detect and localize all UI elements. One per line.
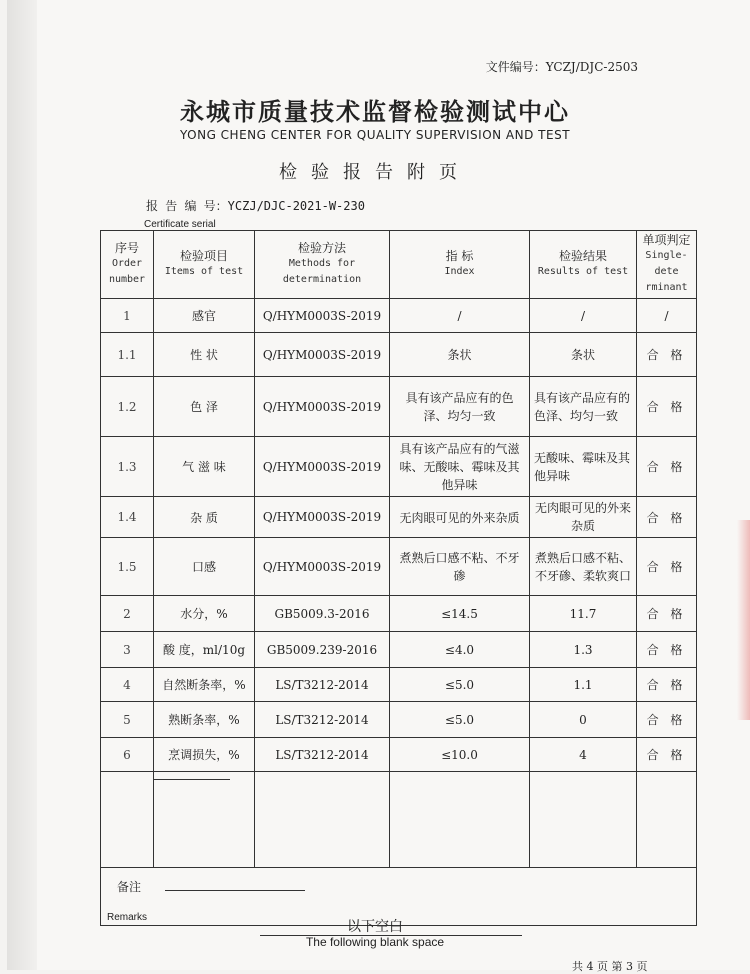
row-index: 具有该产品应有的气滋味、无酸味、霉味及其他异味	[390, 437, 530, 497]
row-verdict: 合 格	[637, 596, 697, 632]
row-index: ≤5.0	[390, 668, 530, 702]
table-row	[101, 333, 697, 377]
row-method: Q/HYM0003S-2019	[255, 377, 390, 437]
table-row	[101, 596, 697, 632]
row-result: 1.3	[530, 632, 637, 668]
empty-seq-cell	[101, 772, 154, 868]
remarks-line	[165, 890, 305, 891]
row-verdict: 合 格	[637, 377, 697, 437]
row-method: LS/T3212-2014	[255, 702, 390, 738]
row-result: 11.7	[530, 596, 637, 632]
row-seq: 3	[101, 632, 154, 668]
header-index: 指 标 Index	[390, 231, 530, 299]
row-result: 条状	[530, 333, 637, 377]
row-verdict: 合 格	[637, 333, 697, 377]
row-method: Q/HYM0003S-2019	[255, 299, 390, 333]
row-index: ≤10.0	[390, 738, 530, 772]
row-verdict: 合 格	[637, 738, 697, 772]
row-result: 无酸味、霉味及其他异味	[530, 437, 637, 497]
row-result: /	[530, 299, 637, 333]
organization-name-en: YONG CHENG CENTER FOR QUALITY SUPERVISION AND TEST	[179, 128, 571, 142]
row-index: ≤5.0	[390, 702, 530, 738]
header-seq: 序号 Order number	[101, 231, 154, 299]
row-verdict: 合 格	[637, 437, 697, 497]
dashed-line	[154, 778, 231, 780]
row-index: 煮熟后口感不粘、不牙碜	[390, 538, 530, 596]
header-verdict: 单项判定 Single-dete rminant	[637, 231, 697, 299]
row-method: Q/HYM0003S-2019	[255, 333, 390, 377]
row-index: 无肉眼可见的外来杂质	[390, 497, 530, 538]
row-method: Q/HYM0003S-2019	[255, 538, 390, 596]
table-row	[101, 497, 697, 538]
table-row	[101, 538, 697, 596]
table-row	[101, 738, 697, 772]
table-row	[101, 702, 697, 738]
row-method: LS/T3212-2014	[255, 668, 390, 702]
certificate-serial-label: Certificate serial	[144, 219, 216, 230]
row-result: 0	[530, 702, 637, 738]
row-index: /	[390, 299, 530, 333]
row-seq: 6	[101, 738, 154, 772]
row-index: 具有该产品应有的色泽、均匀一致	[390, 377, 530, 437]
row-item: 烹调损失，%	[154, 738, 255, 772]
table-row	[101, 299, 697, 333]
row-item: 自然断条率，%	[154, 668, 255, 702]
row-item: 色 泽	[154, 377, 255, 437]
row-item: 水分，%	[154, 596, 255, 632]
row-item: 气 滋 味	[154, 437, 255, 497]
row-seq: 4	[101, 668, 154, 702]
row-item: 感官	[154, 299, 255, 333]
blank-space-label: 以下空白	[347, 919, 403, 935]
row-item: 口感	[154, 538, 255, 596]
row-method: LS/T3212-2014	[255, 738, 390, 772]
remarks-label: 备注	[117, 880, 142, 894]
empty-row	[101, 772, 697, 868]
empty-index-cell	[390, 772, 530, 868]
row-seq: 1	[101, 299, 154, 333]
empty-result-cell	[530, 772, 637, 868]
row-method: GB5009.3-2016	[255, 596, 390, 632]
row-seq: 1.2	[101, 377, 154, 437]
row-method: Q/HYM0003S-2019	[255, 437, 390, 497]
file-number: 文件编号：YCZJ/DJC-2503	[485, 60, 638, 74]
seal-edge	[737, 520, 750, 720]
page-title: 检验报告附页	[279, 162, 471, 183]
row-result: 煮熟后口感不粘、不牙碜、柔软爽口	[530, 538, 637, 596]
row-seq: 5	[101, 702, 154, 738]
table-row	[101, 377, 697, 437]
test-results-table	[100, 230, 697, 926]
remarks-label-en: Remarks	[107, 912, 148, 923]
row-seq: 1.5	[101, 538, 154, 596]
row-item: 性 状	[154, 333, 255, 377]
row-result: 4	[530, 738, 637, 772]
row-index: ≤14.5	[390, 596, 530, 632]
row-method: GB5009.239-2016	[255, 632, 390, 668]
header-method: 检验方法 Methods for determination	[255, 231, 390, 299]
row-item: 杂 质	[154, 497, 255, 538]
page-indicator: 共 4 页 第 3 页	[572, 960, 648, 973]
row-seq: 1.4	[101, 497, 154, 538]
table-row	[101, 632, 697, 668]
header-result: 检验结果 Results of test	[530, 231, 637, 299]
row-verdict: 合 格	[637, 538, 697, 596]
row-result: 1.1	[530, 668, 637, 702]
row-item: 酸 度，ml/10g	[154, 632, 255, 668]
row-result: 无肉眼可见的外来杂质	[530, 497, 637, 538]
row-seq: 2	[101, 596, 154, 632]
table-row	[101, 668, 697, 702]
row-index: ≤4.0	[390, 632, 530, 668]
row-item: 熟断条率，%	[154, 702, 255, 738]
row-result: 具有该产品应有的色泽、均匀一致	[530, 377, 637, 437]
row-verdict: 合 格	[637, 497, 697, 538]
row-verdict: 合 格	[637, 632, 697, 668]
empty-item-cell	[154, 772, 255, 868]
header-item: 检验项目 Items of test	[154, 231, 255, 299]
row-verdict: /	[637, 299, 697, 333]
row-seq: 1.3	[101, 437, 154, 497]
organization-name: 永城市质量技术监督检验测试中心	[180, 97, 570, 126]
empty-method-cell	[255, 772, 390, 868]
report-number: 报 告 编 号：YCZJ/DJC-2021-W-230	[146, 199, 365, 213]
row-index: 条状	[390, 333, 530, 377]
blank-space-label-en: The following blank space	[305, 935, 445, 949]
table-row	[101, 437, 697, 497]
empty-verdict-cell	[637, 772, 697, 868]
row-seq: 1.1	[101, 333, 154, 377]
row-method: Q/HYM0003S-2019	[255, 497, 390, 538]
row-verdict: 合 格	[637, 668, 697, 702]
table-header-row	[101, 231, 697, 299]
row-verdict: 合 格	[637, 702, 697, 738]
